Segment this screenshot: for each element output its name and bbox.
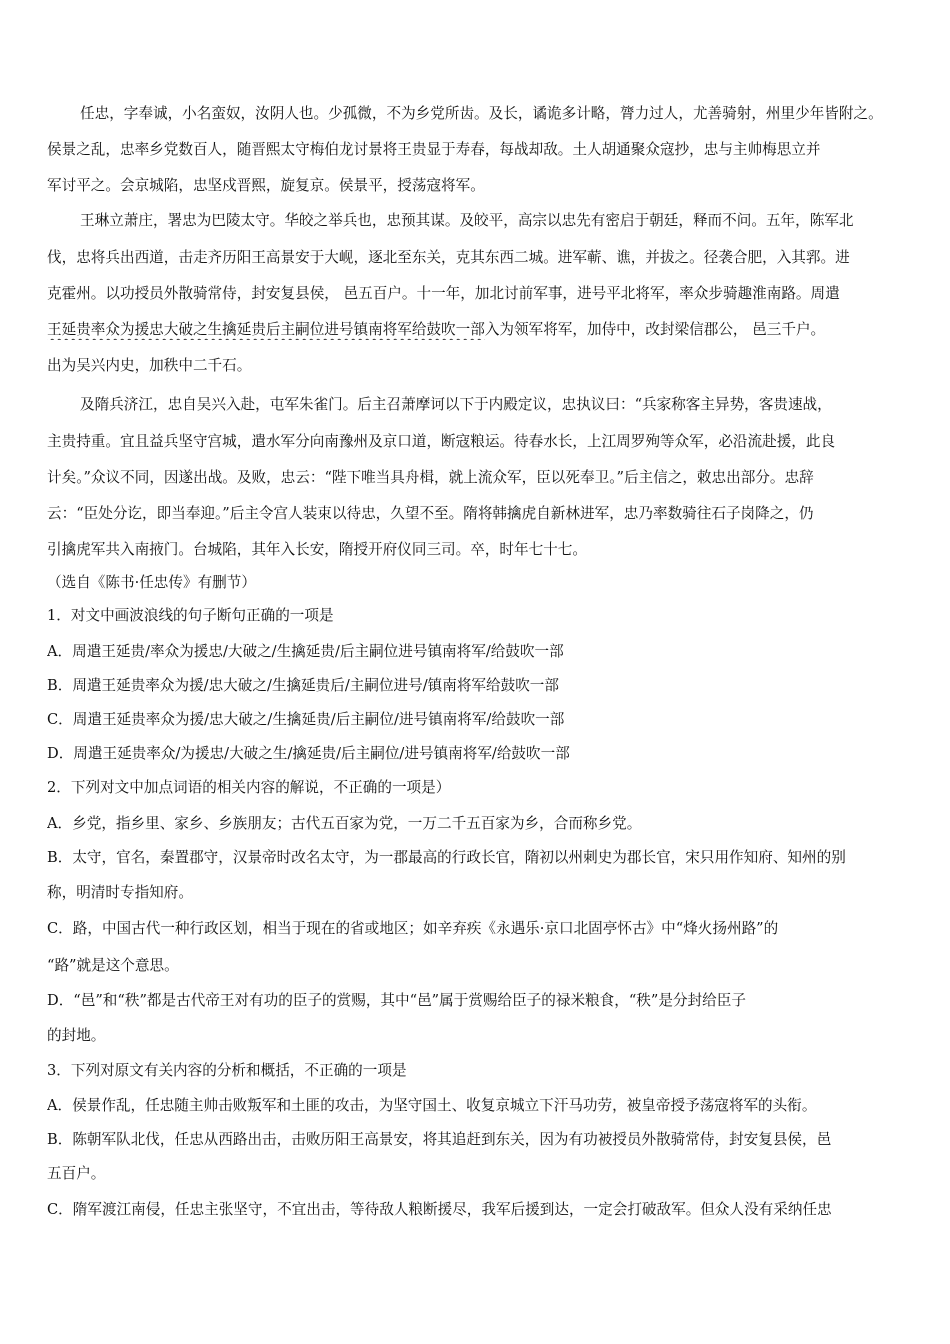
passage-line: 出为吴兴内史，加秩中二千石。: [47, 357, 252, 374]
q3-option-b: B．陈朝军队北伐，任忠从西路出击，击败历阳王高景安，将其追赶到东关，因为有功被授员外散骑常侍，封安复县侯，邑: [47, 1131, 832, 1148]
passage-line: 及隋兵济江，忠自吴兴入赴，屯军朱雀门。后主召萧摩诃以下于内殿定议，忠执议曰：“兵家称客主异势，客贵速战，: [80, 396, 832, 413]
q2-option-c: C．路，中国古代一种行政区划，相当于现在的省或地区；如辛弃疾《永遇乐·京口北固亭怀古》中“烽火扬州路”的: [47, 920, 779, 937]
q1-option-b: B．周遣王延贵率众为援/忠大破之/生擒延贵后/主嗣位进号/镇南将军给鼓吹一部: [47, 677, 559, 694]
q1-option-c: C．周遣王延贵率众为援/忠大破之/生擒延贵/后主嗣位/进号镇南将军/给鼓吹一部: [47, 711, 565, 728]
q1-option-a: A．周遣王延贵/率众为援忠/大破之/生擒延贵/后主嗣位进号镇南将军/给鼓吹一部: [47, 643, 564, 660]
passage-line: 计矣。”众议不同，因遂出战。及败，忠云：“陛下唯当具舟楫，就上流众军，臣以死奉卫。”后主信之，敕忠出部分。忠辞: [47, 469, 814, 486]
q3-option-a: A．侯景作乱，任忠随主帅击败叛军和土匪的攻击，为坚守国土、收复京城立下汗马功劳，被皇帝授予荡寇将军的头衔。: [47, 1097, 817, 1114]
q2-option-b-cont: 称，明清时专指知府。: [47, 884, 193, 901]
q2-option-a: A．乡党，指乡里、家乡、乡族朋友；古代五百家为党，一万二千五百家为乡，合而称乡党。: [47, 815, 642, 832]
q2-option-d-cont: 的封地。: [47, 1027, 106, 1044]
passage-line: [47, 320, 909, 340]
question-2-stem: 2．下列对文中加点词语的相关内容的解说，不正确的一项是）: [47, 779, 451, 796]
passage-line: 克霍州。以功授员外散骑常侍，封安复县侯， 邑五百户。十一年，加北讨前军事，进号平北将军，率众步骑趣淮南路。周遣: [47, 285, 840, 302]
passage-line: 侯景之乱，忠率乡党数百人，随晋熙太守梅伯龙讨景将王贵显于寿春，每战却敌。土人胡通聚众寇抄，忠与主帅梅思立并: [47, 141, 821, 158]
wavy-underlined-sentence: 王延贵率众为援忠大破之生擒延贵后主嗣位进号镇南将军给鼓吹一部: [47, 321, 485, 338]
passage-text: 邑三千户。: [752, 321, 826, 338]
passage-line: 主贵持重。宜且益兵坚守宫城，遣水军分向南豫州及京口道，断寇粮运。待春水长，上江周罗殉等众军，必沿流赴援，此良: [47, 433, 836, 450]
passage-line: 云：“臣处分讫，即当奉迎。”后主令宫人装束以待忠，久望不至。隋将韩擒虎自新林进军，忠乃率数骑往石子岗降之，仍: [47, 505, 814, 522]
passage-line: 王琳立萧庄，署忠为巴陵太守。华皎之举兵也，忠预其谋。及皎平，高宗以忠先有密启于朝廷，释而不问。五年，陈军北: [80, 212, 854, 229]
q2-option-b: B．太守，官名，秦置郡守，汉景帝时改名太守，为一郡最高的行政长官，隋初以州刺史为郡长官，宋只用作知府、知州的别: [47, 849, 846, 866]
question-1-stem: 1．对文中画波浪线的句子断句正确的一项是: [47, 607, 334, 624]
passage-text: 入为领军将军，加侍中，改封梁信郡公，: [484, 321, 748, 338]
source-note: （选自《陈书·任忠传》有删节）: [47, 574, 256, 591]
passage-line: 军讨平之。会京城陷，忠坚戍晋熙，旋复京。侯景平，授荡寇将军。: [47, 177, 485, 194]
passage-line: 任忠，字奉诚，小名蛮奴，汝阴人也。少孤微，不为乡党所齿。及长，谲诡多计略，膂力过人，尤善骑射，州里少年皆附之。: [80, 105, 883, 122]
passage-line: 伐，忠将兵出西道，击走齐历阳王高景安于大岘，逐北至东关，克其东西二城。进军蕲、谯，并拔之。径袭合肥，入其郛。进: [47, 249, 850, 266]
question-3-stem: 3．下列对原文有关内容的分析和概括，不正确的一项是: [47, 1062, 407, 1079]
q3-option-b-cont: 五百户。: [47, 1165, 106, 1182]
passage-line: 引擒虎军共入南掖门。台城陷，其年入长安，隋授开府仪同三司。卒，时年七十七。: [47, 541, 587, 558]
q3-option-c: C．隋军渡江南侵，任忠主张坚守，不宜出击，等待敌人粮断援尽，我军后援到达，一定会打破敌军。但众人没有采纳任忠: [47, 1201, 832, 1218]
q2-option-d: D．“邑”和“秩”都是古代帝王对有功的臣子的赏赐，其中“邑”属于赏赐给臣子的禄米粮食，“秩”是分封给臣子: [47, 992, 746, 1009]
q2-option-c-cont: “路”就是这个意思。: [47, 957, 179, 974]
q1-option-d: D．周遣王延贵率众/为援忠/大破之生/擒延贵/后主嗣位/进号镇南将军/给鼓吹一部: [47, 745, 570, 762]
